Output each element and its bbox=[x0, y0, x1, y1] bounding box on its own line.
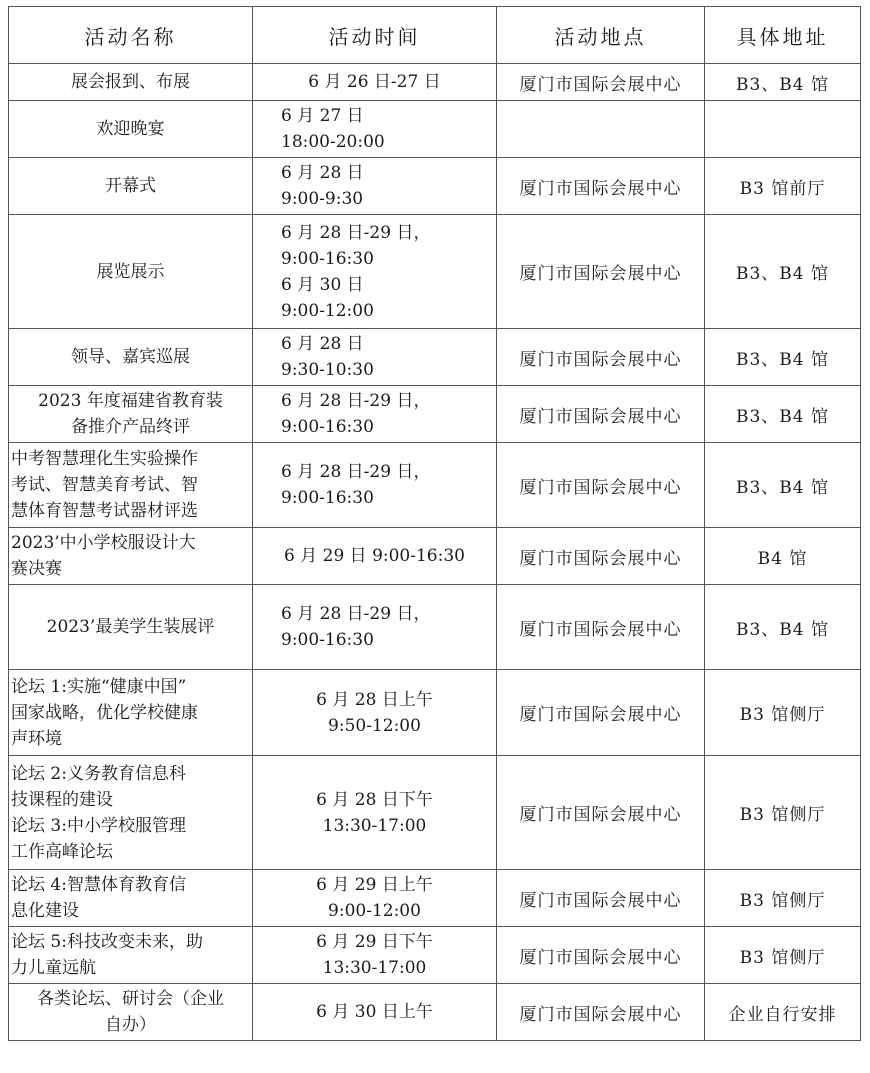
table-row bbox=[9, 443, 861, 528]
activity-name-line: 考试、智慧美育考试、智 bbox=[11, 475, 198, 495]
activity-name-line: 各类论坛、研讨会（企业 bbox=[37, 989, 224, 1009]
activity-place-cell: 厦门市国际会展中心 bbox=[497, 528, 705, 585]
activity-time-cell bbox=[253, 585, 497, 670]
activity-time-cell bbox=[253, 756, 497, 870]
activity-time-cell bbox=[253, 528, 497, 585]
activity-time-line: 6 月 28 日-29 日， bbox=[281, 391, 431, 411]
activity-place-cell: 厦门市国际会展中心 bbox=[497, 64, 705, 101]
address-cell: 企业自行安排 bbox=[705, 984, 861, 1041]
activity-name-cell bbox=[9, 756, 253, 870]
activity-time-cell bbox=[253, 870, 497, 927]
address-cell: B3 馆侧厅 bbox=[705, 756, 861, 870]
activity-name-line: 论坛 4:智慧体育教育信 bbox=[11, 875, 186, 895]
activity-time-line: 13:30-17:00 bbox=[322, 958, 427, 978]
activity-name-line: 论坛 2:义务教育信息科 bbox=[11, 763, 186, 784]
activity-time-cell bbox=[253, 443, 497, 528]
address-cell: B4 馆 bbox=[705, 528, 861, 585]
activity-name-cell bbox=[9, 528, 253, 585]
activity-time-line: 6 月 28 日-29 日， bbox=[281, 222, 431, 243]
activity-place-cell: 厦门市国际会展中心 bbox=[497, 386, 705, 443]
activity-name-line: 论坛 5:科技改变未来，助 bbox=[11, 932, 203, 952]
table-row bbox=[9, 528, 861, 585]
activity-place-cell: 厦门市国际会展中心 bbox=[497, 158, 705, 215]
table-row bbox=[9, 158, 861, 215]
table-row bbox=[9, 870, 861, 927]
table-row bbox=[9, 585, 861, 670]
activity-time-line: 6 月 26 日-27 日 bbox=[308, 72, 441, 92]
address-cell: B3、B4 馆 bbox=[705, 329, 861, 386]
address-cell: B3、B4 馆 bbox=[705, 386, 861, 443]
activity-place-cell bbox=[497, 101, 705, 158]
activity-place-cell: 厦门市国际会展中心 bbox=[497, 329, 705, 386]
activity-name-line: 赛决赛 bbox=[11, 559, 62, 579]
activity-time-cell bbox=[253, 215, 497, 329]
activity-place-cell: 厦门市国际会展中心 bbox=[497, 585, 705, 670]
activity-time-cell bbox=[253, 927, 497, 984]
table-row bbox=[9, 64, 861, 101]
activity-name-cell bbox=[9, 101, 253, 158]
activity-name-line: 展会报到、布展 bbox=[71, 72, 190, 92]
header-row bbox=[9, 7, 861, 64]
activity-name-cell bbox=[9, 927, 253, 984]
activity-name-line: 2023 年度福建省教育装 bbox=[38, 391, 223, 411]
activity-name-line: 论坛 3:中小学校服管理 bbox=[11, 815, 186, 836]
activity-time-line: 9:00-16:30 bbox=[281, 630, 374, 650]
activity-place-cell: 厦门市国际会展中心 bbox=[497, 984, 705, 1041]
activity-place-cell: 厦门市国际会展中心 bbox=[497, 870, 705, 927]
activity-time-line: 9:00-16:30 bbox=[281, 248, 374, 269]
activity-name-line: 中考智慧理化生实验操作 bbox=[11, 449, 198, 469]
activity-place-cell: 厦门市国际会展中心 bbox=[497, 927, 705, 984]
table-row bbox=[9, 215, 861, 329]
activity-name-cell bbox=[9, 984, 253, 1041]
activity-schedule-table bbox=[8, 6, 861, 1041]
activity-name-cell bbox=[9, 64, 253, 101]
header-activity-time: 活动时间 bbox=[253, 7, 497, 64]
activity-time-cell bbox=[253, 386, 497, 443]
activity-name-line: 展览展示 bbox=[96, 261, 165, 282]
activity-name-line: 工作高峰论坛 bbox=[11, 841, 113, 862]
activity-time-line: 13:30-17:00 bbox=[322, 815, 427, 836]
activity-name-cell bbox=[9, 870, 253, 927]
activity-name-cell bbox=[9, 215, 253, 329]
activity-name-line: 国家战略，优化学校健康 bbox=[11, 702, 198, 723]
address-cell: B3 馆侧厅 bbox=[705, 870, 861, 927]
header-address: 具体地址 bbox=[705, 7, 861, 64]
address-cell: B3 馆侧厅 bbox=[705, 670, 861, 756]
table-row bbox=[9, 670, 861, 756]
activity-name-cell bbox=[9, 585, 253, 670]
activity-name-line: 2023’中小学校服设计大 bbox=[11, 533, 196, 553]
activity-place-cell: 厦门市国际会展中心 bbox=[497, 756, 705, 870]
activity-time-line: 18:00-20:00 bbox=[281, 132, 385, 152]
address-cell: B3 馆前厅 bbox=[705, 158, 861, 215]
activity-time-line: 6 月 30 日 bbox=[281, 274, 364, 295]
activity-time-line: 6 月 30 日上午 bbox=[316, 1002, 433, 1022]
address-cell bbox=[705, 101, 861, 158]
activity-time-line: 9:30-10:30 bbox=[281, 360, 374, 380]
table-row bbox=[9, 927, 861, 984]
address-cell: B3、B4 馆 bbox=[705, 64, 861, 101]
activity-name-line: 声环境 bbox=[11, 728, 62, 749]
activity-time-line: 6 月 28 日 bbox=[281, 163, 364, 183]
activity-time-line: 6 月 29 日 9:00-16:30 bbox=[284, 546, 465, 566]
address-cell: B3、B4 馆 bbox=[705, 443, 861, 528]
activity-name-line: 领导、嘉宾巡展 bbox=[71, 347, 190, 367]
activity-name-cell bbox=[9, 670, 253, 756]
activity-time-line: 6 月 27 日 bbox=[281, 106, 364, 126]
activity-time-line: 6 月 29 日下午 bbox=[316, 932, 433, 952]
table-row bbox=[9, 984, 861, 1041]
activity-place-cell: 厦门市国际会展中心 bbox=[497, 215, 705, 329]
activity-time-line: 6 月 28 日-29 日， bbox=[281, 462, 431, 482]
table-row bbox=[9, 386, 861, 443]
header-activity-place: 活动地点 bbox=[497, 7, 705, 64]
activity-time-cell bbox=[253, 670, 497, 756]
activity-name-cell bbox=[9, 329, 253, 386]
activity-name-line: 开幕式 bbox=[105, 176, 156, 196]
activity-time-line: 6 月 28 日 bbox=[281, 334, 364, 354]
activity-name-line: 力儿童远航 bbox=[11, 958, 96, 978]
activity-place-cell: 厦门市国际会展中心 bbox=[497, 443, 705, 528]
header-activity-name: 活动名称 bbox=[9, 7, 253, 64]
activity-name-cell bbox=[9, 386, 253, 443]
activity-name-line: 自办） bbox=[105, 1015, 156, 1035]
address-cell: B3、B4 馆 bbox=[705, 215, 861, 329]
activity-time-line: 9:00-9:30 bbox=[281, 189, 364, 209]
activity-name-cell bbox=[9, 443, 253, 528]
activity-name-line: 论坛 1:实施“健康中国” bbox=[11, 676, 187, 697]
activity-time-cell bbox=[253, 64, 497, 101]
activity-time-line: 6 月 28 日上午 bbox=[316, 689, 433, 710]
address-cell: B3 馆侧厅 bbox=[705, 927, 861, 984]
address-cell: B3、B4 馆 bbox=[705, 585, 861, 670]
table-row bbox=[9, 101, 861, 158]
activity-name-line: 慧体育智慧考试器材评选 bbox=[11, 501, 198, 521]
activity-name-line: 2023’最美学生装展评 bbox=[46, 617, 215, 637]
activity-time-cell bbox=[253, 984, 497, 1041]
activity-name-line: 息化建设 bbox=[11, 901, 79, 921]
activity-time-line: 9:00-16:30 bbox=[281, 488, 374, 508]
table-row bbox=[9, 756, 861, 870]
activity-name-line: 技课程的建设 bbox=[11, 789, 113, 810]
activity-name-line: 欢迎晚宴 bbox=[96, 119, 165, 139]
activity-time-line: 9:00-12:00 bbox=[281, 300, 374, 321]
activity-time-line: 9:50-12:00 bbox=[328, 715, 421, 736]
activity-name-cell bbox=[9, 158, 253, 215]
activity-time-line: 6 月 28 日-29 日， bbox=[281, 604, 431, 624]
activity-time-line: 6 月 28 日下午 bbox=[316, 789, 433, 810]
activity-time-line: 6 月 29 日上午 bbox=[316, 875, 433, 895]
table-row bbox=[9, 329, 861, 386]
activity-place-cell: 厦门市国际会展中心 bbox=[497, 670, 705, 756]
activity-time-cell bbox=[253, 158, 497, 215]
activity-time-line: 9:00-12:00 bbox=[328, 901, 421, 921]
activity-time-line: 9:00-16:30 bbox=[281, 417, 374, 437]
activity-name-line: 备推介产品终评 bbox=[71, 417, 190, 437]
activity-time-cell bbox=[253, 329, 497, 386]
activity-time-cell bbox=[253, 101, 497, 158]
